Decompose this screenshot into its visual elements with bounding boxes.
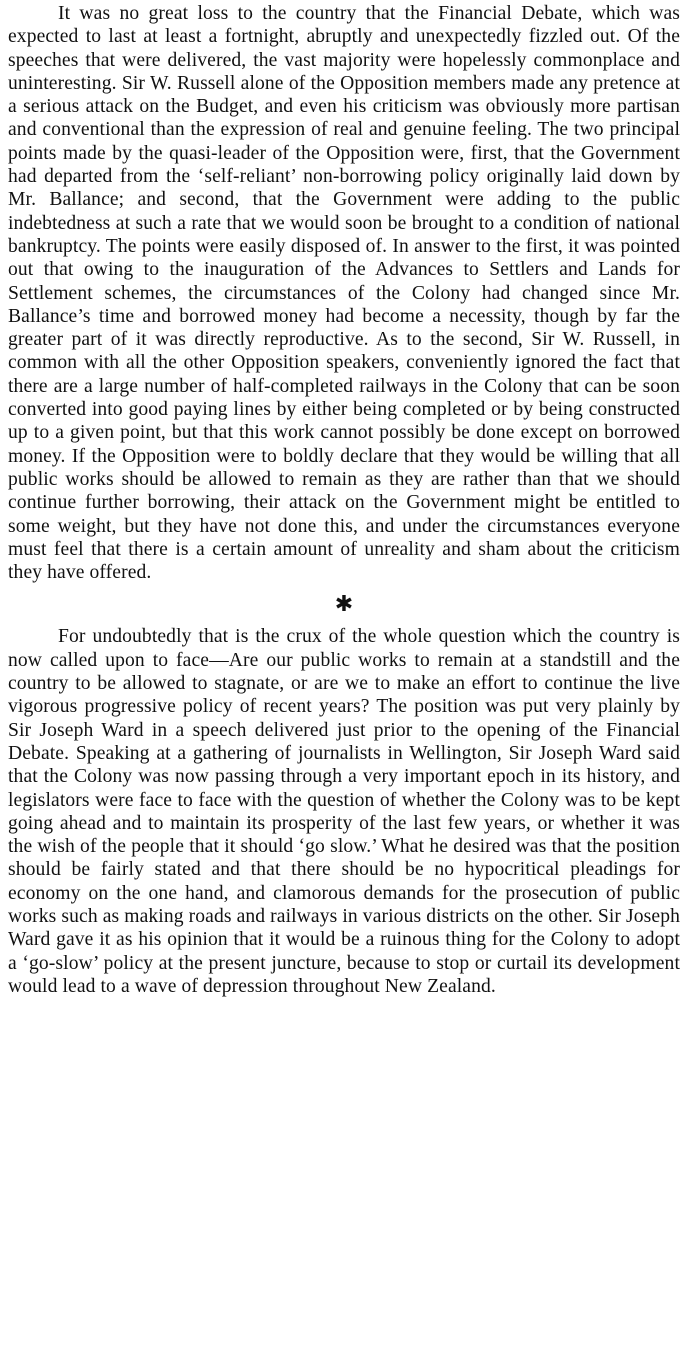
paragraph-crux-question: For undoubtedly that is the crux of the whole question which the country is now called upon to face—Are our public works to remain at a standstill and the country to be allowed to stagnate, or are we to make an effort to continue the live vigorous progressive policy of recent years? The position was put very plainly by Sir Joseph Ward in a speech delivered just prior to the opening of the Financial Debate. Speaking at a gathering of journalists in Wellington, Sir Joseph Ward said that the Colony was now passing through a very important epoch in its history, and legislators were face to face with the question of whether the Colony was to be kept going ahead and to maintain its prosperity of the last few years, or whether it was the wish of the people that it should ‘go slow.’ What he desired was that the position should be fairly stated and that there should be no hypocritical pleadings for economy on the one hand, and clamorous demands for the prosecution of public works such as making roads and railways in various districts on the other. Sir Joseph Ward gave it as his opinion that it would be a ruinous thing for the Colony to adopt a ‘go-slow’ policy at the present juncture, because to stop or curtail its development would lead to a wave of depression throughout New Zealand. [8, 626, 680, 997]
paragraph-financial-debate: It was no great loss to the country that the Financial Debate, which was expected to last at least a fortnight, abruptly and unexpectedly fizzled out. Of the speeches that were delivered, the vast majority were hopelessly commonplace and uninteresting. Sir W. Russell alone of the Opposition members made any pretence at a serious attack on the Budget, and even his criticism was obviously more partisan and conventional than the expression of real and genuine feeling. The two principal points made by the quasi-leader of the Opposition were, first, that the Government had departed from the ‘self-reliant’ non-borrowing policy originally laid down by Mr. Ballance; and second, that the Government were adding to the public indebtedness at such a rate that we would soon be brought to a condition of national bankruptcy. The points were easily disposed of. In answer to the first, it was pointed out that owing to the inauguration of the Advances to Settlers and Lands for Settlement schemes, the circumstances of the Colony had changed since Mr. Ballance’s time and borrowed money had become a necessity, though by far the greater part of it was directly reproductive. As to the second, Sir W. Russell, in common with all the other Opposition speakers, conveniently ignored the fact that there are a large number of half-completed railways in the Colony that can be soon converted into good paying lines by either being completed or by being constructed up to a given point, but that this work cannot possibly be done except on borrowed money. If the Opposition were to boldly declare that they would be willing that all public works should be allowed to remain as they are rather than that we should continue further borrowing, their attack on the Government might be entitled to some weight, but they have not done this, and under the circumstances everyone must feel that there is a certain amount of unreality and sham about the criticism they have offered. [8, 3, 680, 584]
asterisk-separator: ✱ [334, 591, 354, 617]
